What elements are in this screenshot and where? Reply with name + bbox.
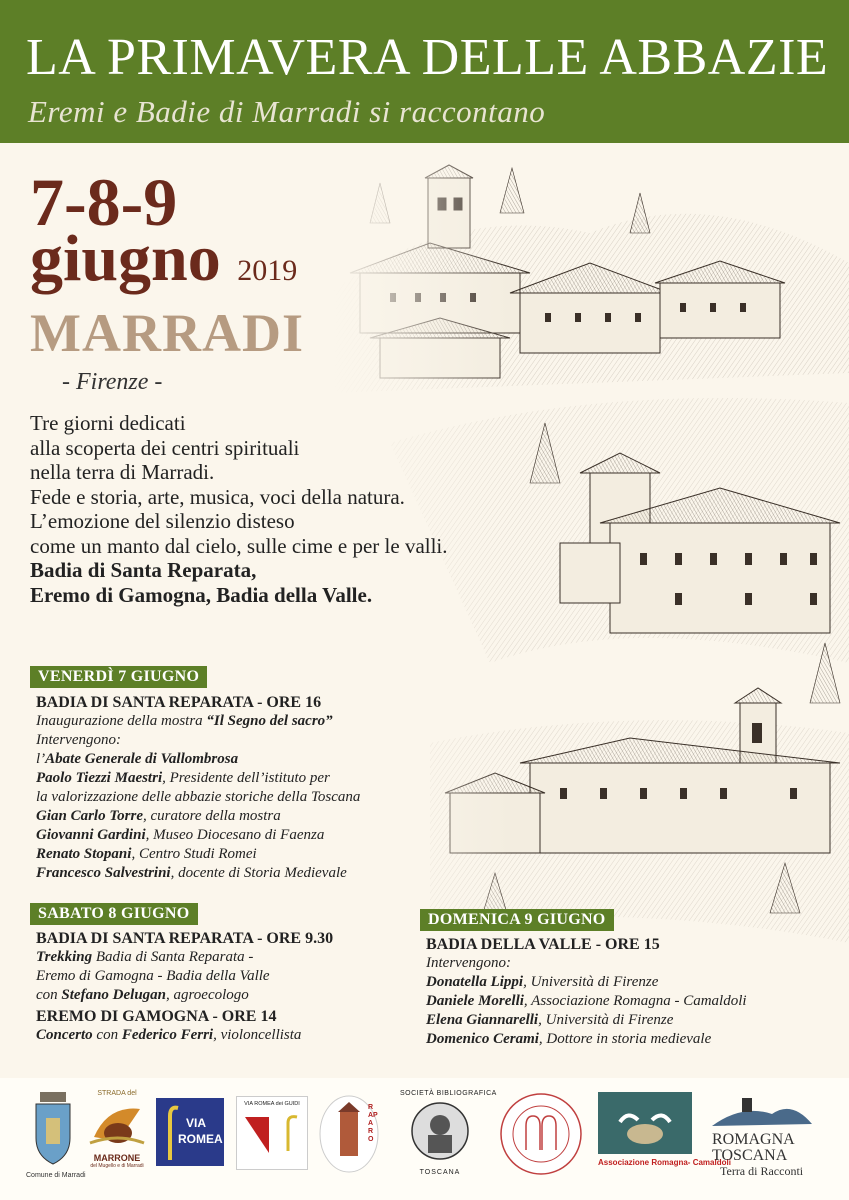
intro-line: L’emozione del silenzio disteso (30, 509, 295, 533)
intro-text (30, 411, 550, 607)
speaker-row: l’Abate Generale di Vallombrosa (36, 751, 239, 767)
speaker-row: Renato Stopani, Centro Studi Romei (36, 846, 257, 862)
sponsor-logos (0, 1078, 849, 1200)
speaker-row: Paolo Tiezzi Maestri, Presidente dell’istituto per (36, 770, 330, 786)
speaker-row: Domenico Cerami, Dottore in storia medievale (426, 1031, 712, 1047)
speaker-row: Daniele Morelli, Associazione Romagna - Camaldoli (426, 993, 747, 1009)
poster-subtitle: Eremi e Badie di Marradi si raccontano (28, 94, 546, 129)
event-dates: 7-8-9 (30, 164, 178, 240)
speaker-role-continued: la valorizzazione delle abbazie storiche della Toscana (36, 789, 361, 805)
saturday-tag: SABATO 8 GIUGNO (30, 903, 198, 925)
friday-program (36, 693, 360, 883)
poster-title: LA PRIMAVERA DELLE ABBAZIE (26, 29, 829, 86)
intro-line: alla scoperta dei centri spirituali (30, 435, 300, 460)
friday-intervengono: Intervengono: (36, 732, 121, 748)
raparo-logo: RAPARO (318, 1094, 380, 1174)
sunday-intervengono: Intervengono: (426, 955, 511, 971)
speaker-row: Giovanni Gardini, Museo Diocesano di Faenza (36, 827, 325, 843)
speaker-row: Gian Carlo Torre, curatore della mostra (36, 808, 281, 824)
concert-row: Concerto con Federico Ferri, violoncellista (36, 1027, 302, 1043)
pilgrim-staff-icon (273, 1113, 303, 1153)
via-romea-logo: VIA ROMEA (156, 1098, 224, 1166)
strada-marrone-logo: STRADA del MARRONE del Mugello e di Marradi (88, 1090, 146, 1190)
month-label: giugno (30, 222, 221, 295)
intro-line: nella terra di Marradi. (30, 460, 215, 484)
via-romea-guidi-logo: VIA ROMEA dei GUIDI (236, 1096, 308, 1170)
intro-line: Fede e storia, arte, musica, voci della natura. (30, 484, 405, 509)
sunday-place: BADIA DELLA VALLE - ORE 15 (426, 936, 660, 953)
intro-line: come un manto dal cielo, sulle cime e per le valli. (30, 533, 448, 558)
coat-of-arms-icon (28, 1088, 78, 1168)
sunday-tag: DOMENICA 9 GIUGNO (420, 909, 614, 931)
header-band (0, 0, 849, 143)
romagna-toscana-logo: ROMAGNA TOSCANA Terra di Racconti (712, 1094, 832, 1184)
societa-bibliografica-logo: SOCIETÀ BIBLIOGRAFICA TOSCANA (400, 1090, 497, 1176)
comune-marradi-logo: Comune di Marradi (28, 1088, 78, 1188)
intro-places: Eremo di Gamogna, Badia della Valle. (30, 582, 373, 607)
event-month (30, 222, 298, 295)
abbey-sketch-illustration (330, 143, 849, 1073)
medallion-icon (400, 1097, 480, 1165)
friday-tag: VENERDÌ 7 GIUGNO (30, 666, 207, 688)
intro-places: Badia di Santa Reparata, (30, 558, 257, 582)
event-city: MARRADI (30, 303, 304, 363)
trekking-guide: con Stefano Delugan, agroecologo (36, 987, 249, 1003)
speaker-row: Donatella Lippi, Università di Firenze (426, 974, 659, 990)
speaker-row: Elena Giannarelli, Università di Firenze (426, 1012, 674, 1028)
trekking-row: Trekking Badia di Santa Reparata - (36, 949, 254, 965)
friday-inauguration: Inaugurazione della mostra “Il Segno del sacro” (36, 713, 333, 729)
saturday-program (36, 929, 333, 1045)
event-year: 2019 (237, 254, 298, 287)
friday-place: BADIA DI SANTA REPARATA - ORE 16 (36, 694, 322, 711)
istituto-abbazie-logo (498, 1090, 584, 1178)
intro-line: Tre giorni dedicati (30, 411, 186, 435)
mosaic-doves-icon (598, 1092, 692, 1154)
shield-icon (243, 1115, 271, 1155)
seal-icon (498, 1090, 584, 1178)
event-province: - Firenze - (62, 369, 163, 395)
hill-castle-icon (712, 1094, 812, 1128)
associazione-romagna-camaldoli-logo: Associazione Romagna- Camaldoli (598, 1092, 692, 1182)
sunday-program (426, 935, 747, 1049)
trekking-route: Eremo di Gamogna - Badia della Valle (36, 968, 270, 984)
chestnut-icon (88, 1097, 146, 1149)
saturday-place-1: BADIA DI SANTA REPARATA - ORE 9.30 (36, 930, 334, 947)
saturday-place-2: EREMO DI GAMOGNA - ORE 14 (36, 1008, 277, 1025)
speaker-row: Francesco Salvestrini, docente di Storia Medievale (36, 865, 347, 881)
